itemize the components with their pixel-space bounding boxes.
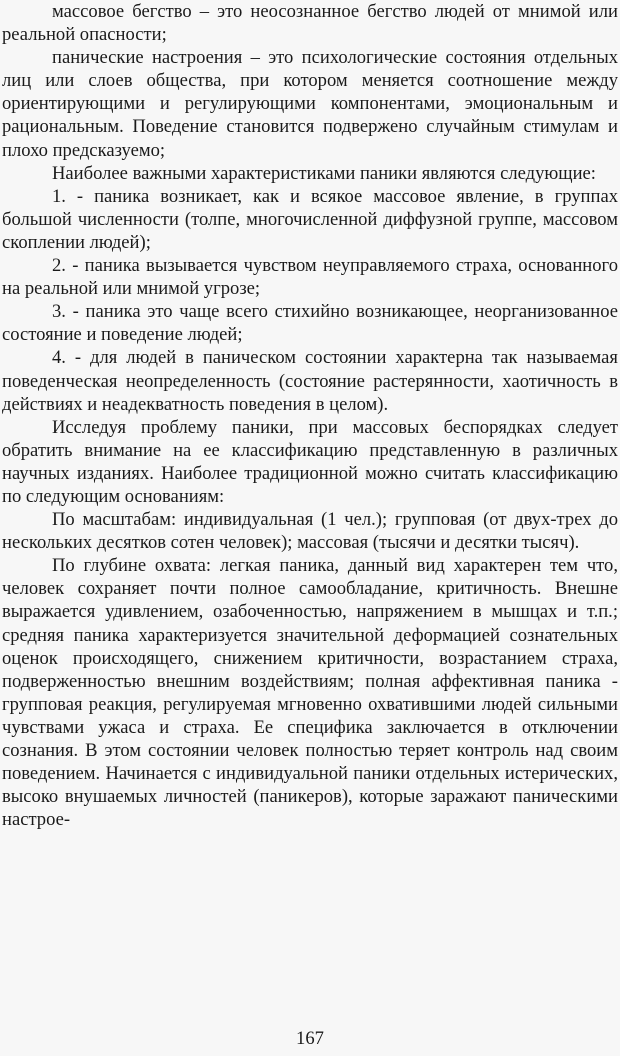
paragraph-by-depth: По глубине охвата: легкая паника, данный вид характерен тем что, человек сохраняет почти полное самообладание, критичность. Внешне выражается удивлением, озабоченностью, напряжением в мышцах и т.п.; средняя паника характеризуется значительной деформацией сознательных оценок происходящего, снижением критичности, возрастанием страха, подверженностью внешним воздействиям; полная аффективная паника - групповая реакция, регулируемая мгновенно охватившими людей сильными чувствами ужаса и страха. Ее специфика заключается в отключении сознания. В этом состоянии человек полностью теряет контроль над своим поведением. Начинается с индивидуальной паники отдельных истерических, высоко внушаемых личностей (паникеров), которые заражают паническими настрое- [2, 555, 618, 831]
list-item-1: 1. - паника возникает, как и всякое массовое явление, в группах большой численности (толпе, многочисленной диффузной группе, массовом скоплении людей); [2, 185, 618, 253]
paragraph-panic-moods: панические настроения – это психологические состояния отдельных лиц или слоев общества, при котором меняется соотношение между ориентирующими и регулирующими компонентами, эмоциональным и рациональным. Поведение становится подвержено случайным стимулам и плохо предсказуемо; [2, 47, 618, 161]
paragraph-by-scale: По масштабам: индивидуальная (1 чел.); групповая (от двух-трех до нескольких десятков сотен человек); массовая (тысячи и десятки тысяч). [2, 509, 618, 554]
body-text [2, 0, 618, 831]
list-item-3: 3. - паника это чаще всего стихийно возникающее, неорганизованное состояние и поведение людей; [2, 301, 618, 346]
paragraph-mass-flight: массовое бегство – это неосознанное бегство людей от мнимой или реальной опасности; [2, 1, 618, 46]
paragraph-characteristics-intro: Наиболее важными характеристиками паники являются следующие: [52, 162, 596, 184]
page-number: 167 [296, 1028, 324, 1049]
paragraph-classification: Исследуя проблему паники, при массовых беспорядках следует обратить внимание на ее классификацию представленную в различных научных изданиях. Наиболее традиционной можно считать классификацию по следующим основаниям: [2, 416, 618, 507]
list-item-2: 2. - паника вызывается чувством неуправляемого страха, основанного на реальной или мнимой угрозе; [2, 255, 618, 300]
list-item-4: 4. - для людей в паническом состоянии характерна так называемая поведенческая неопределенность (состояние растерянности, хаотичность в действиях и неадекватность поведения в целом). [2, 347, 618, 415]
